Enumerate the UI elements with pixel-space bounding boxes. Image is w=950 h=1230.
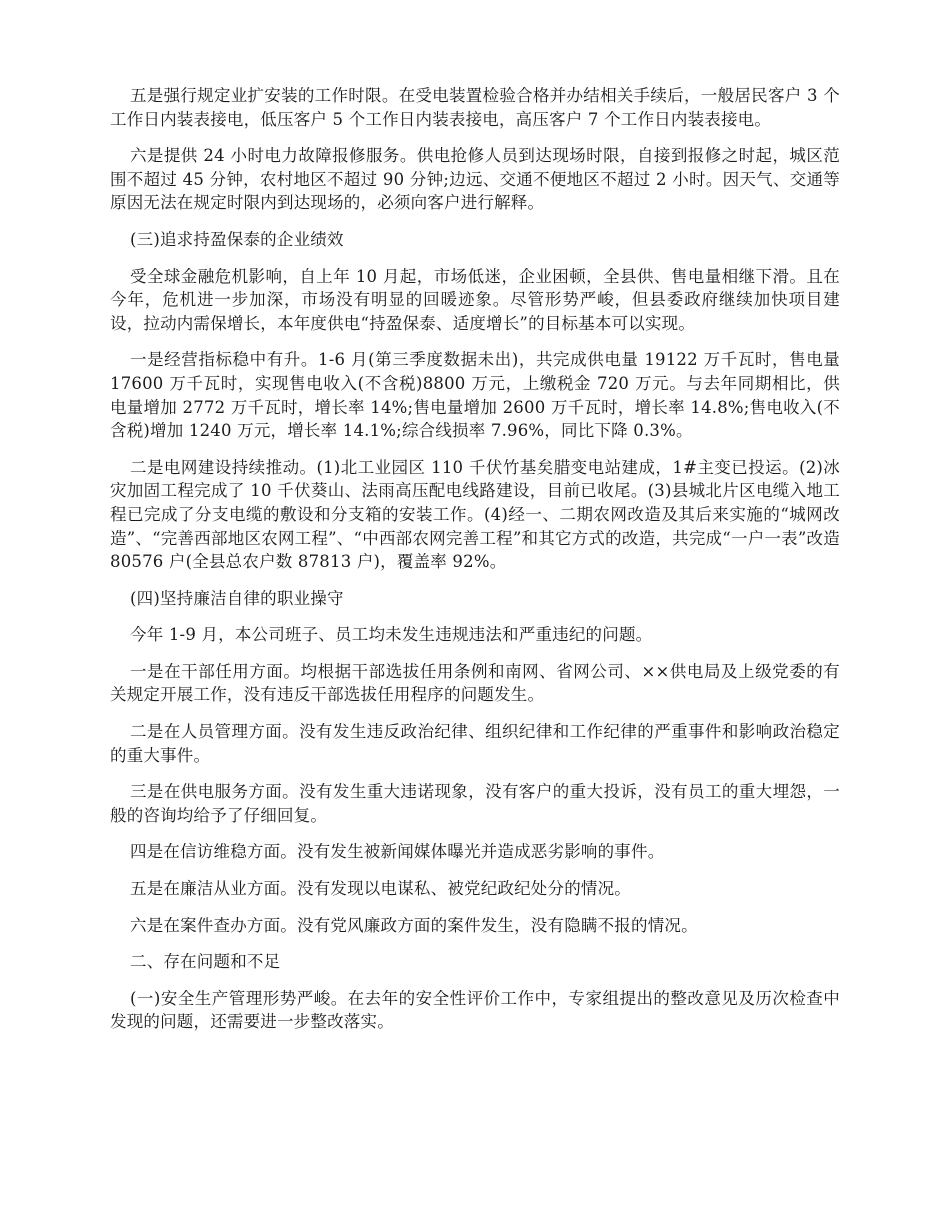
section-heading-integrity: (四)坚持廉洁自律的职业操守 (130, 588, 344, 608)
section-heading-performance: (三)追求持盈保泰的企业绩效 (130, 229, 344, 249)
paragraph-clean-practice: 五是在廉洁从业方面。没有发现以电谋私、被党纪政纪处分的情况。 (130, 879, 631, 899)
paragraph-operating-indicators: 一是经营指标稳中有升。1-6 月(第三季度数据未出)，共完成供电量 19122 万千瓦时，售电量 17600 万千瓦时，实现售电收入(不含税)8800 万元，上缴税金 720 万元。与去年同期相比，供电量增加 2772 万千瓦时，增长率 14%;售电量增加 2600 万千瓦时，增长率 14.8%;售电收入(不含税)增加 1240 万元，增长率 14.1%;综合线损率 7.96%，同比下降 0.3%。 (110, 350, 840, 441)
paragraph-install-time-limit: 五是强行规定业扩安装的工作时限。在受电装置检验合格并办结相关手续后，一般居民客户 3 个工作日内装表接电，低压客户 5 个工作日内装表接电，高压客户 7 个工作日内装表接电。 (110, 86, 840, 129)
paragraph-case-handling: 六是在案件查办方面。没有党风廉政方面的案件发生，没有隐瞒不报的情况。 (130, 915, 698, 935)
paragraph-repair-service: 六是提供 24 小时电力故障报修服务。供电抢修人员到达现场时限，自接到报修之时起，城区范围不超过 45 分钟，农村地区不超过 90 分钟;边远、交通不便地区不超过 2 小时。因天气、交通等原因无法在规定时限内到达现场的，必须向客户进行解释。 (110, 146, 840, 213)
paragraph-personnel-management: 二是在人员管理方面。没有发生违反政治纪律、组织纪律和工作纪律的严重事件和影响政治稳定的重大事件。 (110, 722, 840, 765)
paragraph-power-service: 三是在供电服务方面。没有发生重大违诺现象，没有客户的重大投诉，没有员工的重大埋怨，一般的咨询均给予了仔细回复。 (110, 782, 840, 825)
document-page (110, 84, 840, 1047)
paragraph-cadre-appointment: 一是在干部任用方面。均根据干部选拔任用条例和南网、省网公司、××供电局及上级党委的有关规定开展工作，没有违反干部选拔任用程序的问题发生。 (110, 661, 840, 705)
paragraph-no-violations: 今年 1-9 月，本公司班子、员工均未发生违规违法和严重违纪的问题。 (130, 625, 653, 645)
paragraph-safety-production: (一)安全生产管理形势严峻。在去年的安全性评价工作中，专家组提出的整改意见及历次检查中发现的问题，还需要进一步整改落实。 (110, 988, 840, 1032)
section-heading-problems: 二、存在问题和不足 (130, 952, 281, 972)
paragraph-grid-construction: 二是电网建设持续推动。(1)北工业园区 110 千伏竹基矣腊变电站建成，1#主变已投运。(2)冰灾加固工程完成了 10 千伏葵山、法雨高压配电线路建设，目前已收尾。(3)县城北片区电缆入地工程已完成了分支电缆的敷设和分支箱的安装工作。(4)经一、二期农网改造及其后来实施的“城网改造”、“完善西部地区农网工程”、“中西部农网完善工程”和其它方式的改造，共完成“一户一表”改造 80576 户(全县总农户数 87813 户)，覆盖率 92%。 (110, 457, 840, 572)
paragraph-financial-crisis: 受全球金融危机影响，自上年 10 月起，市场低迷，企业困顿，全县供、售电量相继下滑。且在今年，危机进一步加深，市场没有明显的回暖迹象。尽管形势严峻，但县委政府继续加快项目建设，拉动内需保增长，本年度供电“持盈保泰、适度增长”的目标基本可以实现。 (110, 266, 840, 333)
paragraph-petition-stability: 四是在信访维稳方面。没有发生被新闻媒体曝光并造成恶劣影响的事件。 (130, 842, 665, 862)
